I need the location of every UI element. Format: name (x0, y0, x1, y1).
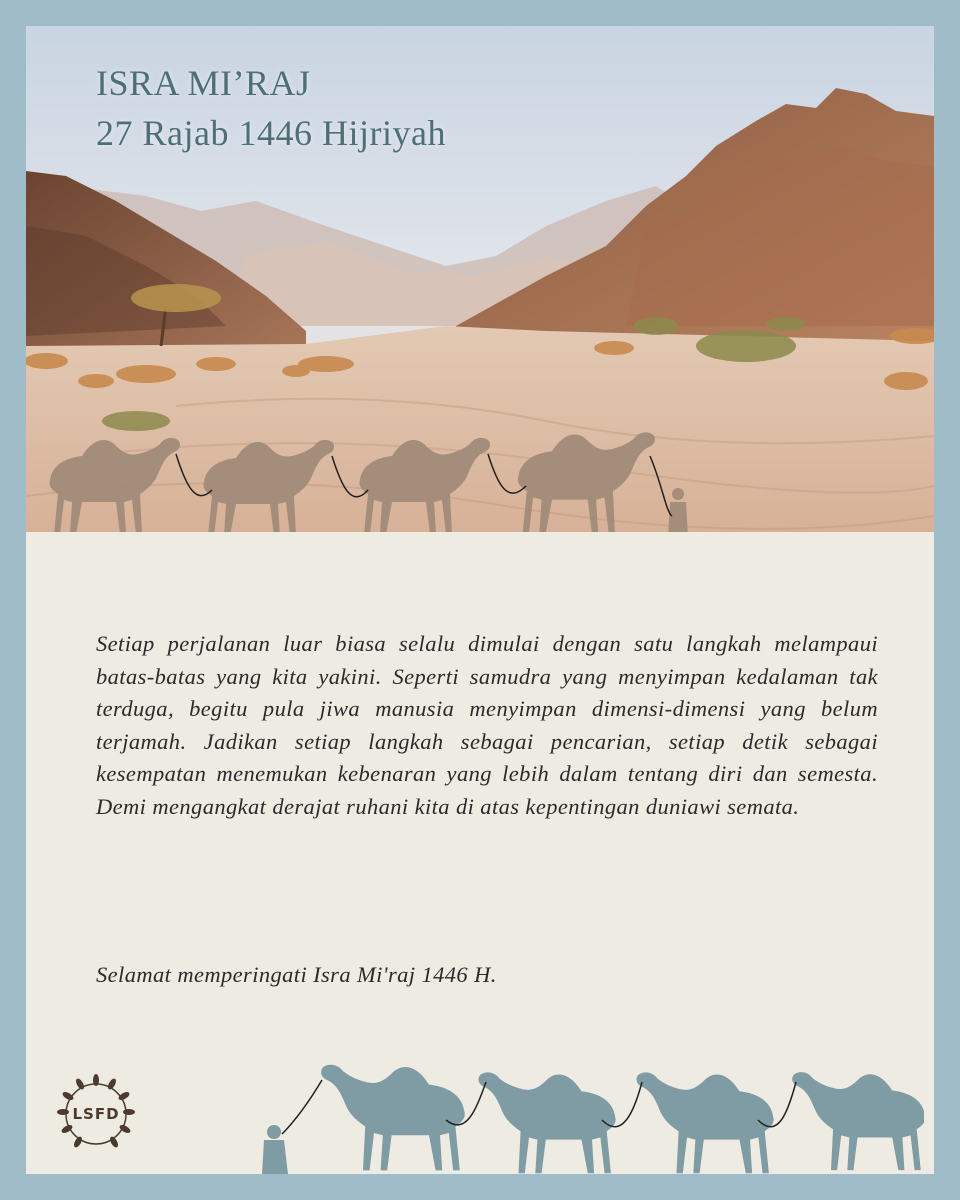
poster-title (96, 58, 446, 158)
caravan-silhouette-bottom (256, 1050, 924, 1174)
title-line-1: ISRA MI’RAJ (96, 63, 311, 103)
greeting-text: Selamat memperingati Isra Mi'raj 1446 H. (96, 962, 497, 987)
title-line-2: 27 Rajab 1446 Hijriyah (96, 113, 446, 153)
poster-frame (26, 26, 934, 1174)
logo-text: LSFD (72, 1105, 120, 1123)
caravan-silhouette-top (26, 416, 706, 532)
lsfd-logo (52, 1070, 140, 1158)
message-paragraph: Setiap perjalanan luar biasa selalu dimulai dengan satu langkah melampaui batas-batas yang kita yakini. Seperti samudra yang menyimpan kedalaman tak terduga, begitu pula jiwa manusia menyimpan dimensi-dimensi yang belum terjamah. Jadikan setiap langkah sebagai pencarian, setiap detik sebagai kesempatan menemukan kebenaran yang lebih dalam tentang diri dan semesta. Demi mengangkat derajat ruhani kita di atas kepentingan duniawi semata. (96, 631, 878, 819)
